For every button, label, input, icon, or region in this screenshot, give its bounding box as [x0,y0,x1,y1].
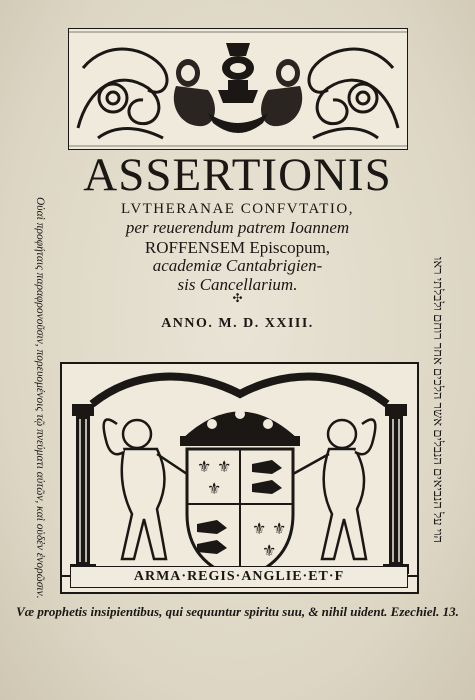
royal-arms-woodcut [60,362,419,594]
subtitle-line-3: ROFFENSEM Episcopum, [144,238,331,257]
subtitle-line-5: sis Cancellarium. [177,275,298,294]
arms-banner: ARMA·REGIS·ANGLIE·ET·F [70,566,408,588]
publication-year: ANNO. M. D. XXIII. [161,316,314,331]
subtitle-line-4: academiæ Cantabrigien- [152,256,323,275]
scripture-quote: Væ prophetis insipientibus, qui sequuntur spiritu suu, & nihil uident. Ezechiel. 13. [16,604,459,619]
page-title: ASSERTIONIS [83,149,392,201]
headpiece-woodcut [68,28,408,150]
svg-text:⚜: ⚜ [217,457,232,476]
svg-text:⚜: ⚜ [272,519,287,538]
subtitle-line-1: LVTHERANAE CONFVTATIO, [121,201,354,217]
subtitle-line-2: per reuerendum patrem Ioannem [125,218,350,237]
svg-text:⚜: ⚜ [207,479,222,498]
svg-text:⚜: ⚜ [252,519,267,538]
svg-text:⚜: ⚜ [262,541,277,560]
ornament-mark: ✣ [232,291,243,305]
side-text-hebrew: הוי על הנביאים הנבלים אשר הלכים אחר רוחם ולבלתי ראו [431,257,446,543]
svg-text:⚜: ⚜ [197,457,212,476]
side-text-greek: Οὐαὶ προφήταις παραφρονοῦσιν, πορευομένοις τῷ πνεύματι αὐτῶν, καὶ οὐδὲν ἐνορῶσιν. [34,197,46,599]
